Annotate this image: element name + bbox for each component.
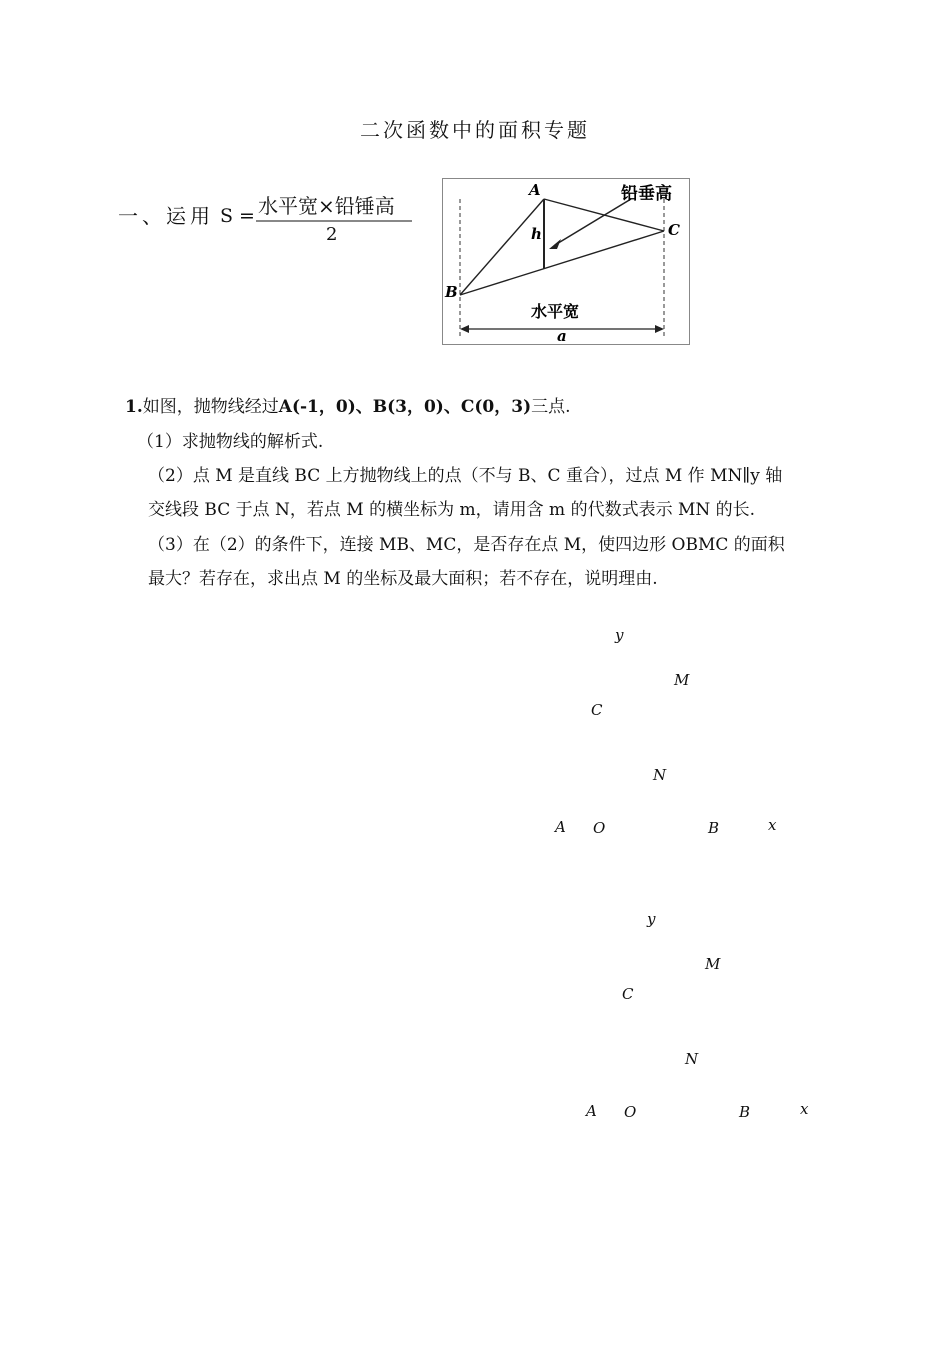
point-label-m: M	[674, 671, 690, 689]
question-2-line-1: （2）点 M 是直线 BC 上方抛物线上的点（不与 B、C 重合），过点 M 作 MN∥y 轴	[148, 466, 783, 486]
point-label-b: B	[708, 819, 720, 837]
formula-numerator: 水平宽×铅锤高	[258, 194, 395, 218]
segment-ba	[460, 199, 544, 295]
problem-intro: 1.如图，抛物线经过A(-1，0)、B(3，0)、C(0，3)三点.	[125, 397, 571, 417]
arrow-shaft	[555, 199, 631, 245]
axis-label-x: x	[800, 1100, 809, 1118]
question-3-line-2: 最大？若存在，求出点 M 的坐标及最大面积；若不存在，说明理由.	[148, 569, 658, 589]
point-label-a: A	[555, 818, 566, 836]
label-h: h	[531, 225, 542, 243]
area-method-diagram	[443, 179, 689, 344]
question-1: （1）求抛物线的解析式.	[137, 432, 324, 452]
point-label-b: B	[739, 1103, 751, 1121]
width-arrow-left	[460, 325, 469, 333]
label-b-point: B	[445, 283, 458, 301]
question-3-line-1: （3）在（2）的条件下，连接 MB、MC，是否存在点 M，使四边形 OBMC 的面积	[148, 535, 785, 555]
question-2-line-2: 交线段 BC 于点 N，若点 M 的横坐标为 m，请用含 m 的代数式表示 MN 的长.	[148, 500, 756, 520]
section-label: 一、运用	[118, 204, 214, 228]
area-method-figure	[442, 178, 690, 345]
axis-label-x: x	[768, 816, 777, 834]
fraction-bar	[256, 220, 412, 222]
point-label-m: M	[705, 955, 721, 973]
formula-denominator: 2	[326, 224, 338, 245]
label-a-point: A	[529, 181, 541, 199]
point-label-a: A	[586, 1102, 597, 1120]
point-label-n: N	[685, 1050, 699, 1068]
point-label-o: O	[593, 819, 606, 837]
point-label-o: O	[624, 1103, 637, 1121]
axis-label-y: y	[647, 910, 656, 928]
label-vertical-height: 铅垂高	[621, 184, 672, 204]
label-horizontal-width: 水平宽	[531, 302, 580, 321]
arrow-head	[549, 239, 561, 249]
label-c-point: C	[668, 221, 680, 239]
point-label-c: C	[622, 985, 634, 1003]
point-label-n: N	[653, 766, 667, 784]
formula-lhs: S =	[220, 205, 255, 227]
point-label-c: C	[591, 701, 603, 719]
page-title: 二次函数中的面积专题	[360, 118, 590, 142]
label-a-width: a	[557, 327, 567, 344]
width-arrow-right	[655, 325, 664, 333]
axis-label-y: y	[615, 626, 624, 644]
